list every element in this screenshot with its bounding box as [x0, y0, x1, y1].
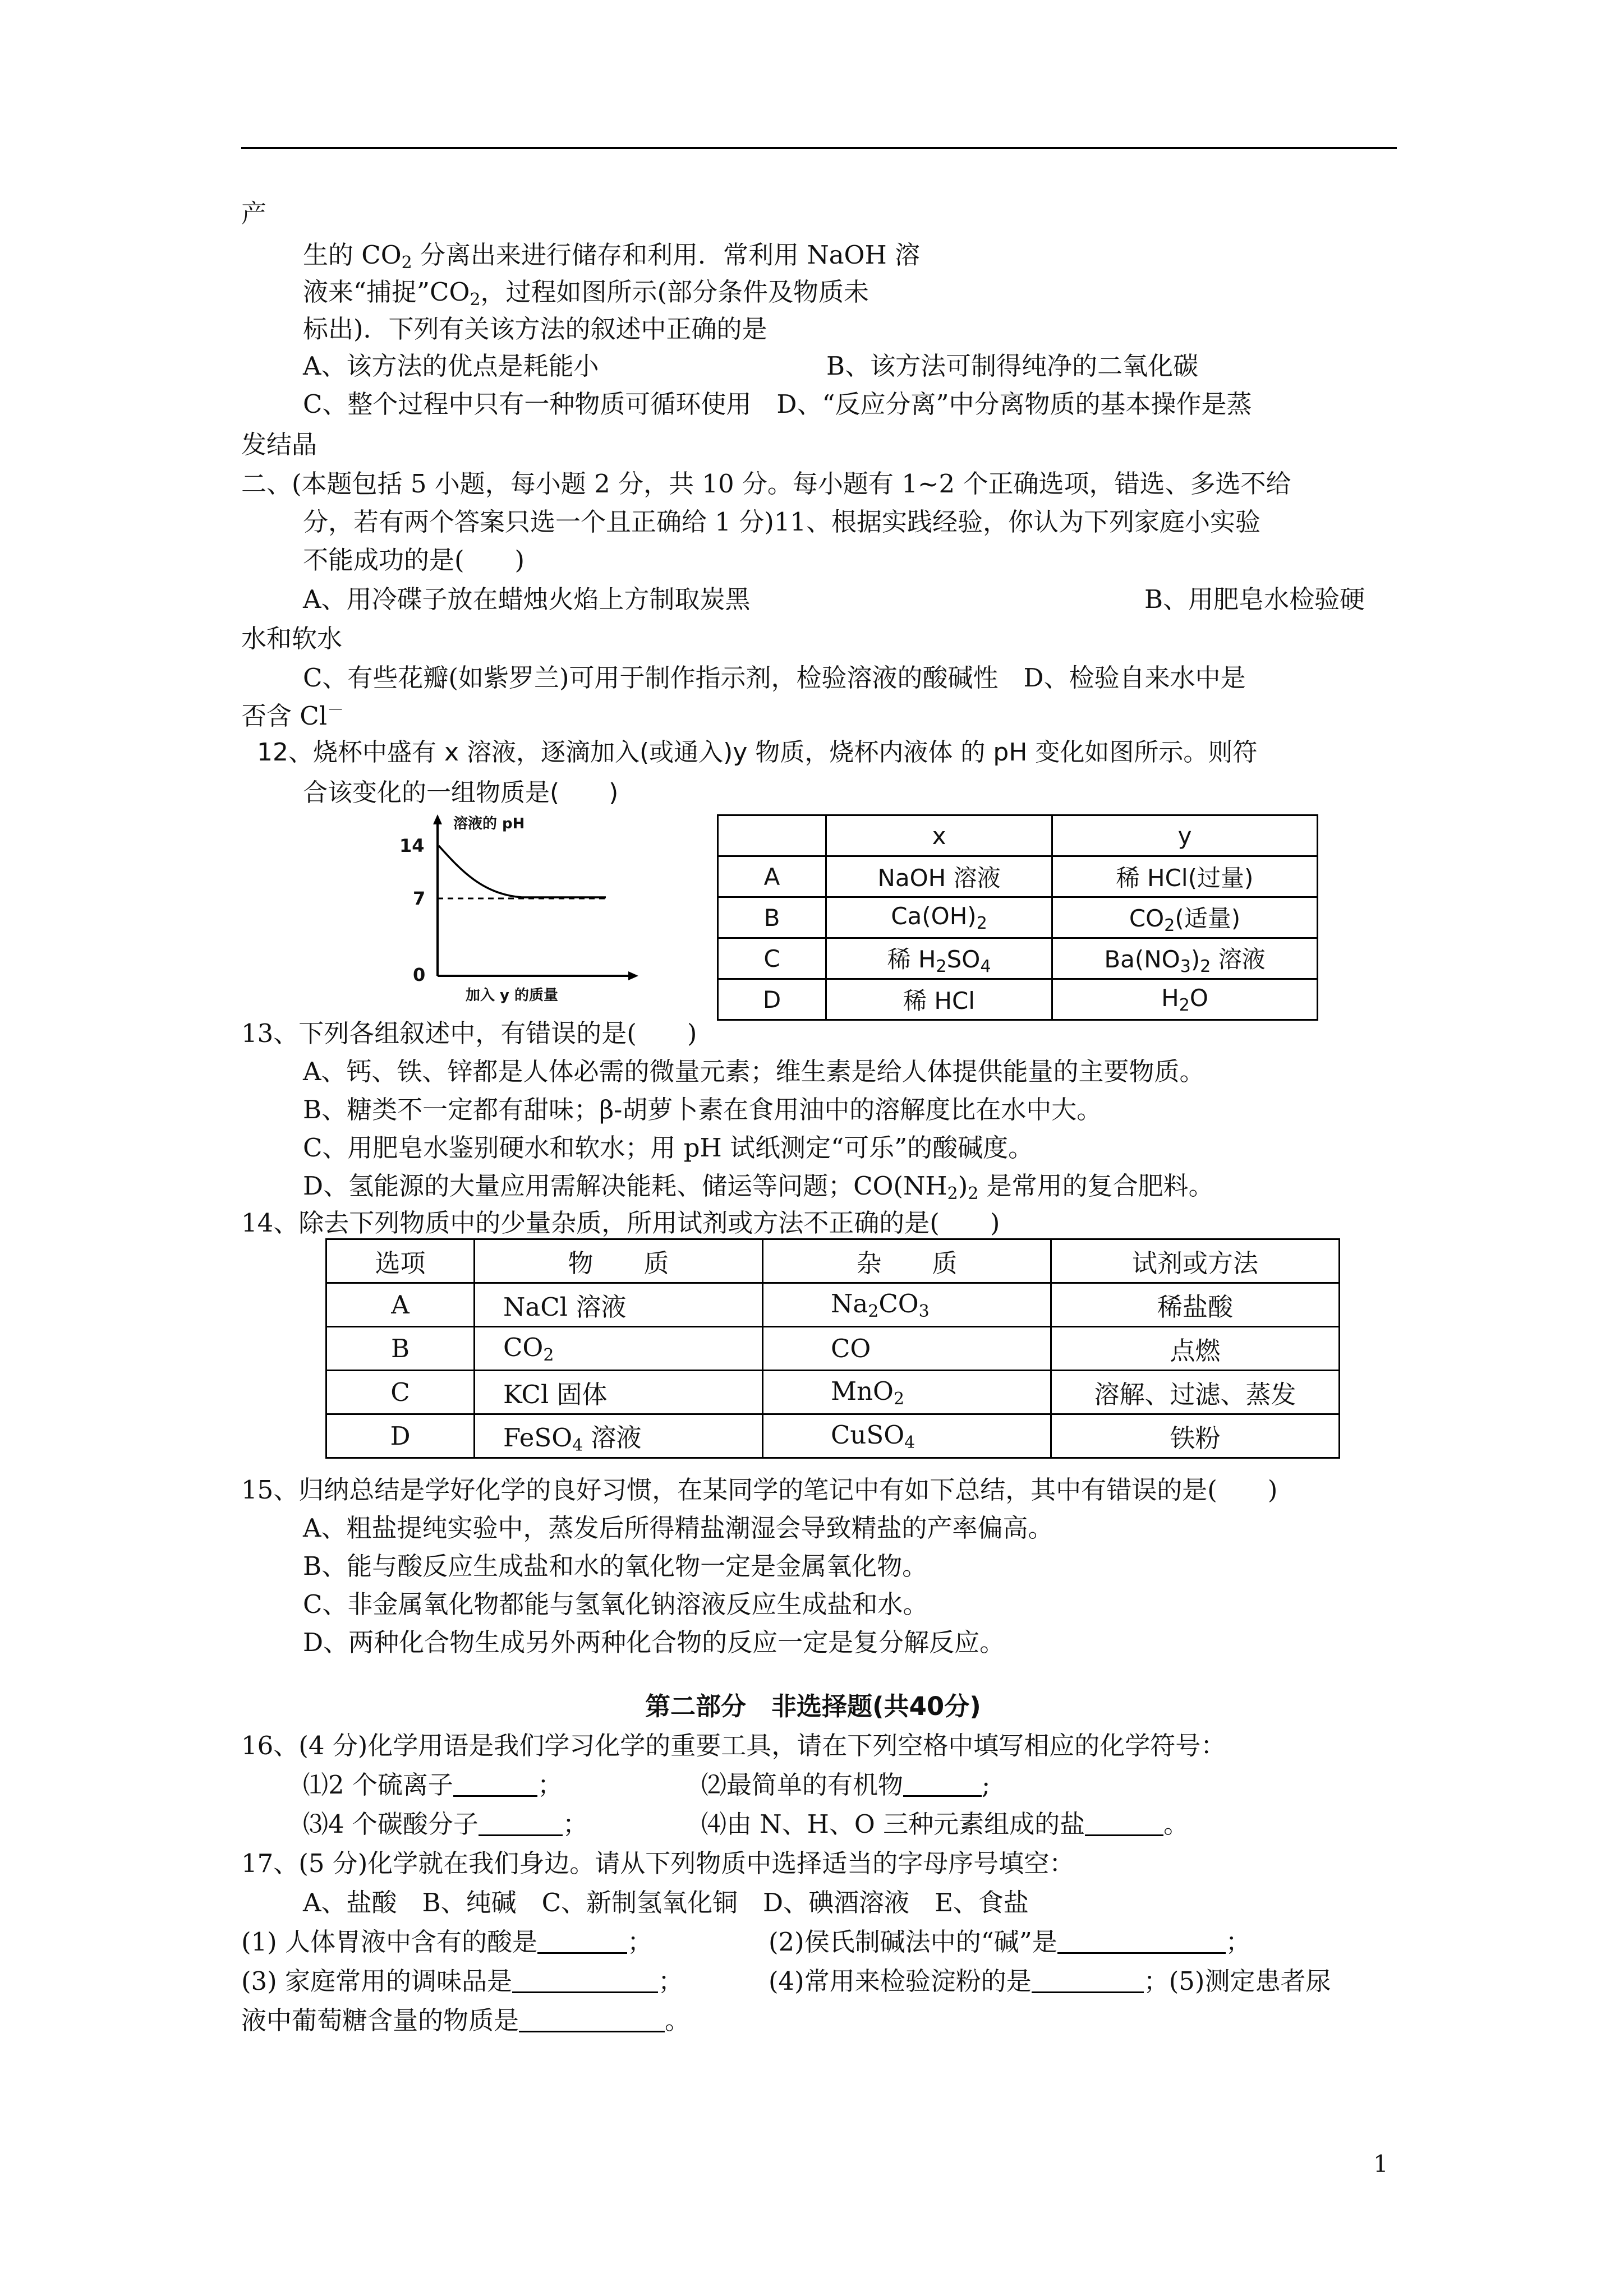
table-cell: FeSO$_4$ 溶液 — [475, 1414, 763, 1458]
text-line: 发结晶 — [241, 430, 318, 459]
ph-curve — [439, 846, 606, 897]
section-heading: 第二部分 非选择题(共40分) — [645, 1691, 981, 1721]
table-cell: 稀 HCl(过量) — [1052, 856, 1318, 897]
table-row — [326, 1414, 1340, 1458]
x-axis-arrow — [628, 971, 638, 980]
question-13: 13、下列各组叙述中，有错误的是( ) — [241, 1018, 697, 1048]
option-b: B、能与酸反应生成盐和水的氧化物一定是金属氧化物。 — [303, 1551, 928, 1581]
option-d: D、两种化合物生成另外两种化合物的反应一定是复分解反应。 — [303, 1628, 1005, 1657]
table-cell: B — [326, 1327, 475, 1371]
table-header-row — [718, 815, 1318, 856]
page-number: 1 — [1373, 2150, 1388, 2178]
text-line: 标出)．下列有关该方法的叙述中正确的是 — [303, 314, 767, 344]
table-cell: D — [326, 1414, 475, 1458]
text-line: 产 — [241, 199, 267, 228]
text-line: 二、(本题包括 5 小题，每小题 2 分，共 10 分。每小题有 1~2 个正确选项，错选、多选不给 — [241, 469, 1291, 499]
y-axis-label: 溶液的 pH — [453, 815, 525, 832]
option-b: B、该方法可制得纯净的二氧化碳 — [826, 351, 1199, 381]
table-cell: B — [718, 897, 826, 938]
table-row — [326, 1283, 1340, 1327]
table-row — [326, 1371, 1340, 1414]
option-c: C、非金属氧化物都能与氢氧化钠溶液反应生成盐和水。 — [303, 1589, 928, 1619]
answer-blank[interactable] — [537, 1930, 627, 1954]
option-b: B、糖类不一定都有甜味；β-胡萝卜素在食用油中的溶解度比在水中大。 — [303, 1095, 1102, 1124]
table-cell: $CO_2$(适量) — [1052, 897, 1318, 938]
table-cell: $CO_2$ — [475, 1327, 763, 1371]
table-cell: C — [718, 938, 826, 979]
table-cell: D — [718, 979, 826, 1020]
table-cell: $Ba(NO_3)_2$ 溶液 — [1052, 938, 1318, 979]
option-a: A、该方法的优点是耗能小 — [303, 351, 599, 381]
answer-blank[interactable] — [1057, 1930, 1226, 1954]
text-line: (2)侯氏制碱法中的“碱”是 ； — [769, 1927, 1251, 1957]
text-line: ⑴2 个硫离子 ； — [303, 1770, 563, 1800]
answer-blank[interactable] — [479, 1812, 563, 1836]
table-cell: y — [1052, 815, 1318, 856]
question-14: 14、除去下列物质中的少量杂质，所用试剂或方法不正确的是( ) — [241, 1208, 1000, 1238]
answer-blank[interactable] — [1032, 1969, 1144, 1993]
option-d: D、氢能源的大量应用需解决能耗、储运等问题；$CO(NH_2)_2$ 是常用的复合肥料。 — [303, 1171, 1214, 1204]
answer-blank[interactable] — [453, 1773, 537, 1797]
table-cell: CuSO$_4$ — [763, 1414, 1051, 1458]
table-cell: NaOH 溶液 — [826, 856, 1052, 897]
table-row — [718, 856, 1318, 897]
text-line: (3) 家庭常用的调味品是 ； — [241, 1966, 684, 1996]
table-cell: $Na_2CO_3$ — [763, 1283, 1051, 1327]
tick-label: 0 — [413, 964, 426, 985]
option-a: A、粗盐提纯实验中，蒸发后所得精盐潮湿会导致精盐的产率偏高。 — [303, 1513, 1053, 1543]
header-rule — [241, 147, 1397, 149]
text-line: 合该变化的一组物质是( ) — [303, 778, 619, 807]
text-line: 不能成功的是( ) — [303, 545, 525, 575]
question-15: 15、归纳总结是学好化学的良好习惯，在某同学的笔记中有如下总结，其中有错误的是( ) — [241, 1475, 1278, 1505]
text-line: A、盐酸 B、纯碱 C、新制氢氧化铜 D、碘酒溶液 E、食盐 — [303, 1888, 1029, 1917]
table-row — [718, 897, 1318, 938]
answer-blank[interactable] — [519, 2008, 665, 2032]
q14-table — [325, 1238, 1340, 1459]
text-line: 水和软水 — [241, 624, 343, 653]
text-line: 生的 $CO_2$ 分离出来进行储存和利用．常利用 NaOH 溶 — [303, 240, 920, 273]
text-line: (4)常用来检验淀粉的是 ；(5)测定患者尿 — [769, 1966, 1331, 1996]
answer-blank[interactable] — [1085, 1812, 1163, 1836]
text-line: 否含 Cl－ — [241, 700, 344, 731]
table-cell: A — [718, 856, 826, 897]
table-cell: C — [326, 1371, 475, 1414]
text-line: 分，若有两个答案只选一个且正确给 1 分)11、根据实践经验，你认为下列家庭小实验 — [303, 507, 1261, 537]
table-row — [326, 1327, 1340, 1371]
table-row — [718, 979, 1318, 1020]
text-line: ⑵最简单的有机物 ; — [701, 1770, 991, 1800]
table-cell: x — [826, 815, 1052, 856]
text-line: (1) 人体胃液中含有的酸是 ； — [241, 1927, 653, 1957]
table-cell: 溶解、过滤、蒸发 — [1051, 1371, 1340, 1414]
table-cell: $Ca(OH)_2$ — [826, 897, 1052, 938]
table-cell: 试剂或方法 — [1051, 1239, 1340, 1283]
table-cell: 物 质 — [475, 1239, 763, 1283]
table-cell: 杂 质 — [763, 1239, 1051, 1283]
question-12: 12、烧杯中盛有 x 溶液，逐滴加入(或通入)y 物质，烧杯内液体 的 pH 变化如图所示。则符 — [257, 738, 1258, 767]
table-row — [718, 938, 1318, 979]
text-line: 液来“捕捉$”CO_2$，过程如图所示(部分条件及物质未 — [303, 277, 869, 310]
q12-options-table — [717, 814, 1318, 1021]
table-cell — [718, 815, 826, 856]
table-cell: 点燃 — [1051, 1327, 1340, 1371]
table-cell: A — [326, 1283, 475, 1327]
text-line: ⑷由 N、H、O 三种元素组成的盐 。 — [701, 1809, 1189, 1839]
ph-curve-chart — [393, 813, 651, 1015]
table-cell: MnO$_2$ — [763, 1371, 1051, 1414]
answer-blank[interactable] — [512, 1969, 658, 1993]
text-line: ⑶4 个碳酸分子 ； — [303, 1809, 588, 1839]
ph-graph — [393, 813, 651, 1015]
table-cell: 稀 $H_2SO_4$ — [826, 938, 1052, 979]
answer-blank[interactable] — [903, 1773, 982, 1797]
option-c: C、用肥皂水鉴别硬水和软水；用 pH 试纸测定“可乐”的酸碱度。 — [303, 1133, 1034, 1163]
option-b: B、用肥皂水检验硬 — [1144, 584, 1365, 614]
option-a: A、钙、铁、锌都是人体必需的微量元素；维生素是给人体提供能量的主要物质。 — [303, 1057, 1205, 1086]
tick-label: 7 — [413, 888, 426, 909]
table-cell: $H_2O$ — [1052, 979, 1318, 1020]
table-cell: KCl 固体 — [475, 1371, 763, 1414]
table-cell: 稀 HCl — [826, 979, 1052, 1020]
question-16: 16、(4 分)化学用语是我们学习化学的重要工具，请在下列空格中填写相应的化学符号： — [241, 1731, 1226, 1760]
text-line: 液中葡萄糖含量的物质是 。 — [241, 2005, 691, 2035]
tick-label: 14 — [399, 835, 425, 856]
y-axis-arrow — [433, 814, 442, 824]
table-cell: 选项 — [326, 1239, 475, 1283]
x-axis-label: 加入 y 的质量 — [466, 987, 559, 1004]
table-cell: 铁粉 — [1051, 1414, 1340, 1458]
table-cell: 稀盐酸 — [1051, 1283, 1340, 1327]
option-a: A、用冷碟子放在蜡烛火焰上方制取炭黑 — [303, 584, 751, 614]
table-cell: CO — [763, 1327, 1051, 1371]
table-cell: NaCl 溶液 — [475, 1283, 763, 1327]
text-line: C、整个过程中只有一种物质可循环使用 D、“反应分离”中分离物质的基本操作是蒸 — [303, 389, 1252, 419]
question-17: 17、(5 分)化学就在我们身边。请从下列物质中选择适当的字母序号填空： — [241, 1848, 1075, 1878]
table-header-row — [326, 1239, 1340, 1283]
text-line: C、有些花瓣(如紫罗兰)可用于制作指示剂，检验溶液的酸碱性 D、检验自来水中是 — [303, 663, 1246, 693]
